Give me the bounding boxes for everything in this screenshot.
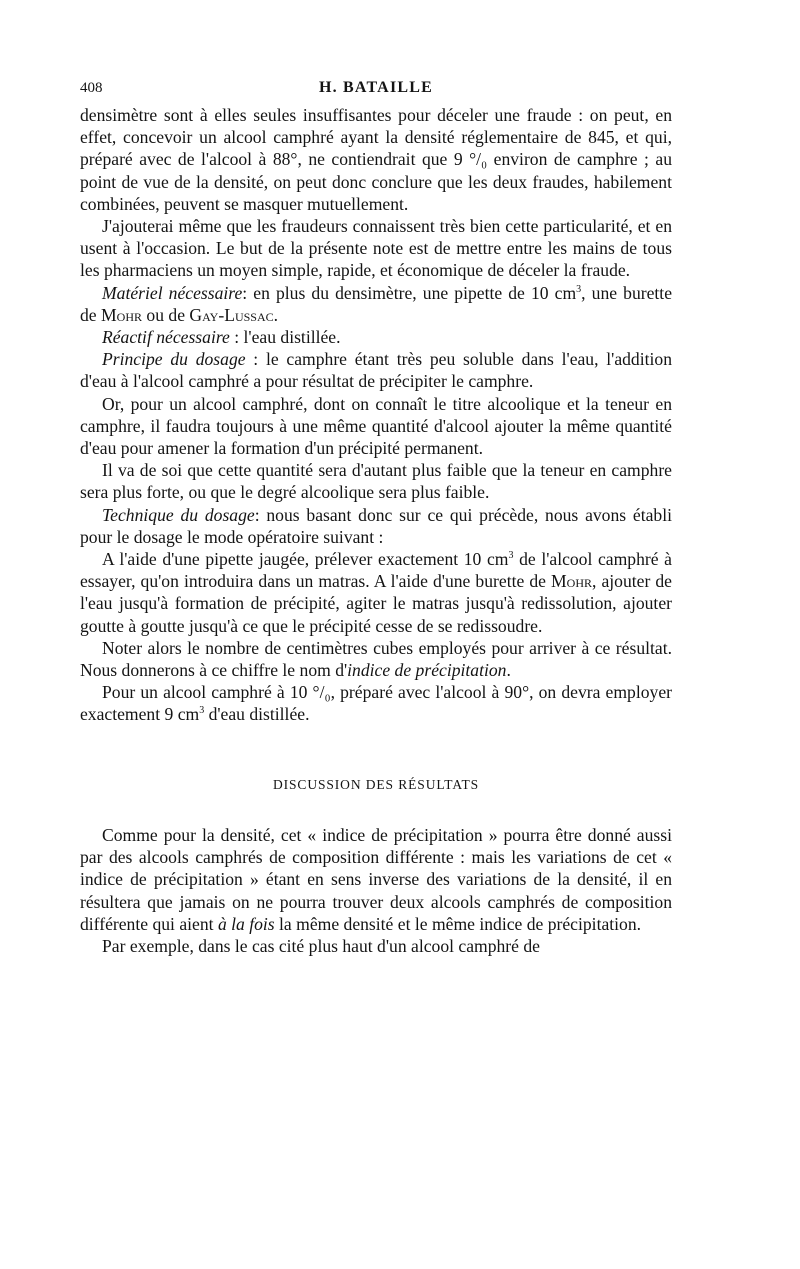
paragraph-1: densimètre sont à elles seules insuffisantes pour déceler une fraude : on peut, en effet, concevoir un alcool camphré ayant la densité réglementaire de 845, et qui, préparé avec de l'alcool à 88°, ne contiendrait que 9 °/₀ environ de camphre ; au point de vue de la densité, on peut donc conclure que les deux fraudes, habilement combinées, peuvent se masquer mutuellement. [80,105,672,214]
p9-sup: 3 [508,550,514,562]
mohr-name: Mohr [101,304,142,325]
paragraph-principe [80,348,672,392]
gay-lussac-name: Gay-Lussac [189,304,274,325]
paragraph-9 [80,548,672,637]
paragraph-6: Or, pour un alcool camphré, dont on connaît le titre alcoolique et la teneur en camphre, il faudra toujours à une même quantité d'alcool ajouter la même quantité d'eau pour amener la formation d'un précipité permanent. [80,393,672,459]
paragraph-10 [80,637,672,681]
p12-emphasis: à la fois [217,913,275,934]
paragraph-7: Il va de soi que cette quantité sera d'autant plus faible que la teneur en camphre sera plus forte, ou que le degré alcoolique sera plus faible. [80,460,672,503]
page-number: 408 [80,80,103,96]
paragraph-12 [80,824,672,935]
document-page [80,76,672,957]
p9-text-b: de l'alcool camphré à essayer, qu'on introduira dans un matras. A l'aide d'une burette de [80,549,672,592]
paragraph-13: Par exemple, dans le cas cité plus haut d'un alcool camphré de [102,935,540,956]
p9-mohr-name: Mohr [551,571,592,592]
paragraph-reactif [80,326,672,348]
p10-text-a: Noter alors le nombre de centimètres cubes employés pour arriver à ce résultat. Nous donnerons à ce chiffre le nom d' [80,637,672,681]
p10-emphasis: indice de précipitation [347,660,507,681]
materiel-text-d: . [273,304,279,325]
materiel-label: Matériel nécessaire [102,282,243,303]
reactif-text: : l'eau distillée. [229,327,341,348]
p11-text-a: Pour un alcool camphré à 10 °/₀, préparé avec l'alcool à 90°, on devra employer exactement 9 cm [80,682,672,725]
p9-text-c: , ajouter de l'eau jusqu'à formation de précipité, agiter le matras jusqu'à redissolution, ajouter goutte à goutte jusqu'à ce que le précipité cesse de se redissoudre. [80,571,672,636]
p12-text-a: Comme pour la densité, cet « indice de précipitation » pourra être donné aussi par des alcools camphrés de composition différente : mais les variations de cet « indice de précipitation » étant en sens inverse des variations de la densité, il en résultera que jamais on ne pourra trouver deux alcools camphrés de composition différente qui aient [80,824,672,934]
paragraph-2: J'ajouterai même que les fraudeurs connaissent très bien cette particularité, et en usent à l'occasion. Le but de la présente note est de mettre entre les mains de tous les pharmaciens un moyen simple, rapide, et économique de déceler la fraude. [80,216,672,281]
section-title: DISCUSSION DES RÉSULTATS [272,776,480,792]
technique-text: : nous basant donc sur ce qui précède, nous avons établi pour le dosage le mode opératoire suivant : [80,504,672,547]
reactif-label: Réactif nécessaire [102,327,230,348]
p11-sup: 3 [199,705,205,717]
materiel-sup: 3 [576,283,582,295]
principe-text: : le camphre étant très peu soluble dans l'eau, l'addition d'eau à l'alcool camphré a pour résultat de précipiter le camphre. [80,349,672,392]
paragraph-materiel [80,282,672,326]
p12-text-b: la même densité et le même indice de précipitation. [274,913,642,934]
principe-label: Principe du dosage [102,349,246,370]
running-head: H. BATAILLE [319,79,433,96]
p10-text-b: . [506,660,511,681]
p9-text-a: A l'aide d'une pipette jaugée, prélever exactement 10 cm [102,549,509,570]
paragraph-11 [80,681,672,725]
materiel-text-a: : en plus du densimètre, une pipette de 10 cm [242,282,577,303]
materiel-text-b: , une burette de [80,282,672,325]
body-text [80,104,672,957]
page-header [80,76,672,104]
paragraph-technique [80,504,672,548]
p11-text-b: d'eau distillée. [204,704,310,725]
materiel-text-c: ou de [142,304,190,325]
technique-label: Technique du dosage [102,504,255,525]
